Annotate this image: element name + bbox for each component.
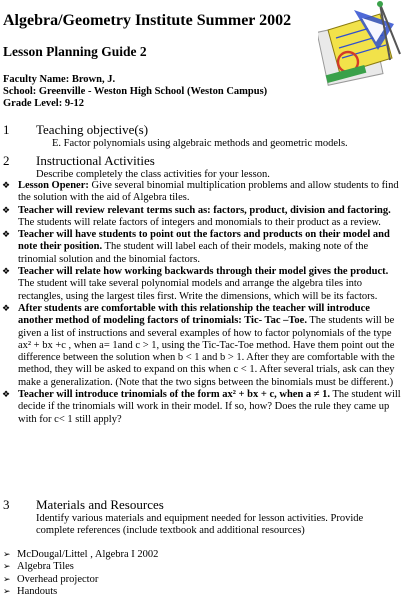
geometry-tools-clipart-icon: [318, 0, 404, 86]
faculty-name: Faculty Name: Brown, J.: [3, 74, 116, 85]
list-item: ❖ Lesson Opener: Give several binomial multiplication problems and allow students to find the solution with the aid of Algebra tiles.: [2, 180, 399, 204]
section-1-title: Teaching objective(s): [36, 122, 149, 137]
arrow-bullet-icon: ➢: [3, 586, 11, 597]
arrow-bullet-icon: ➢: [3, 550, 11, 560]
arrow-bullet-icon: ➢: [3, 574, 11, 585]
section-3-text: Identify various materials and equipment needed for lesson activities. Provide complete references (include textbook and additional resources): [36, 513, 364, 536]
section-2-text: Describe completely the class activities for your lesson.: [36, 169, 270, 180]
list-item: ➢ Handouts: [3, 585, 58, 597]
list-item: ❖ After students are comfortable with this relationship the teacher will introduce another method of modeling factors of trinomials: Tic- Tac –Toe. The students will be given a list of instructions and several examples of how to factor polynomials of the type ax² + bx +c , when a= 1and c > 1, using the Tic-Tac-Toe method. Have them point out the difference between the solution when b < 1 and b > 1. After they are comfortable with the method, they will be asked to expand on this when c < 1. After several trials, ask can they make a generalization. (Note that the two signs between the binomials must be different.): [2, 302, 395, 388]
school-name: School: Greenville - Weston High School (Weston Campus): [3, 86, 268, 97]
document-subtitle: Lesson Planning Guide 2: [3, 44, 147, 59]
section-2-number: 2: [3, 153, 10, 168]
document-title: Algebra/Geometry Institute Summer 2002: [3, 12, 292, 29]
section-1-number: 1: [3, 122, 10, 137]
diamond-cross-bullet-icon: ❖: [2, 390, 11, 401]
diamond-cross-bullet-icon: ❖: [2, 230, 11, 241]
arrow-bullet-icon: ➢: [3, 562, 11, 573]
diamond-cross-bullet-icon: ❖: [2, 267, 11, 278]
list-item: ❖ Teacher will introduce trinomials of the form ax² + bx + c, when a ≠ 1. The student will decide if the trinomials will work in their model. If so, how? Does the rule they came up with for c< 1 still apply?: [2, 389, 401, 425]
section-3-number: 3: [3, 497, 10, 512]
diamond-cross-bullet-icon: ❖: [2, 303, 11, 314]
list-item: ➢ Overhead projector: [3, 573, 99, 585]
list-item: ➢ McDougal/Littel , Algebra I 2002: [3, 549, 159, 560]
materials-list: [3, 549, 158, 598]
list-item: ❖ Teacher will review relevant terms such as: factors, product, division and factoring. The students will relate factors of integers and monomials to their product as a review.: [2, 204, 391, 228]
grade-level: Grade Level: 9-12: [3, 98, 85, 109]
list-item: ➢ Algebra Tiles: [3, 561, 74, 573]
list-item: ❖ Teacher will have students to point out the factors and products on their model and note their position. The student will label each of their models, making note of the trinomial solution and the binomial factors.: [2, 229, 390, 265]
section-3-title: Materials and Resources: [36, 497, 164, 512]
diamond-cross-bullet-icon: ❖: [2, 181, 11, 191]
diamond-cross-bullet-icon: ❖: [2, 205, 11, 216]
activity-bullet-list: [0, 180, 404, 426]
list-item: ❖ Teacher will relate how working backwards through their model gives the product. The student will take several polynomial models and arrange the algebra tiles into rectangles, using the largest tiles first. Write the dimensions, which will be its factors.: [2, 266, 389, 302]
section-2-title: Instructional Activities: [36, 153, 155, 168]
section-1-text: E. Factor polynomials using algebraic methods and geometric models.: [52, 138, 348, 149]
